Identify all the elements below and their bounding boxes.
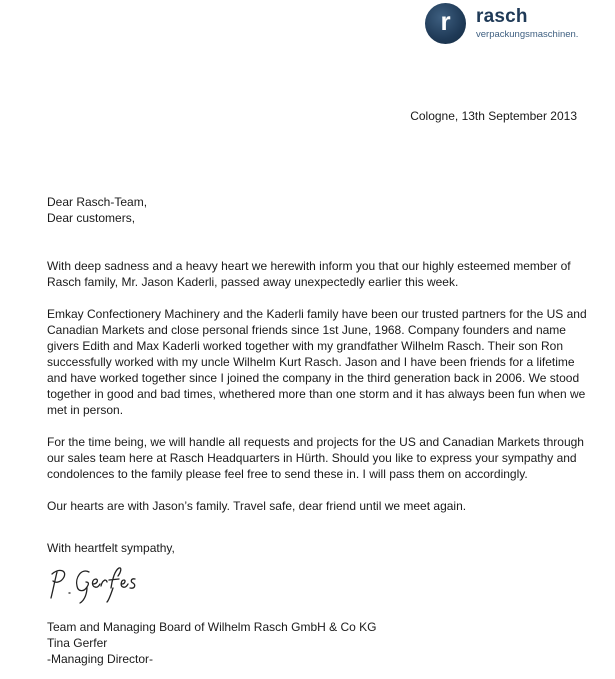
letter-body <box>47 194 587 530</box>
paragraph: For the time being, we will handle all requests and projects for the US and Canadian Markets through our sales team here at Rasch Headquarters in Hürth. Should you like to express your sympathy and condolences to the family please feel free to send these in. I will pass them on accordingly. <box>47 435 584 481</box>
handwritten-signature <box>45 562 140 606</box>
footer-line: Team and Managing Board of Wilhelm Rasch GmbH & Co KG <box>47 620 377 634</box>
paragraph: With deep sadness and a heavy heart we herewith inform you that our highly esteemed member of Rasch family, Mr. Jason Kaderli, passed away unexpectedly earlier this week. <box>47 259 571 289</box>
salutation-line: Dear Rasch-Team, <box>47 195 148 209</box>
footer-line: Tina Gerfer <box>47 636 108 650</box>
footer-line: -Managing Director- <box>47 652 154 666</box>
logo-name: rasch <box>476 6 528 27</box>
logo-letter: r <box>440 6 451 36</box>
signature-block <box>47 619 376 667</box>
salutation-line: Dear customers, <box>47 211 136 225</box>
closing-line: With heartfelt sympathy, <box>47 541 175 555</box>
paragraph: Emkay Confectionery Machinery and the Kaderli family have been our trusted partners for the US and Canadian Markets and close personal friends since 1st June, 1968. Company founders and name givers Edith and Max Kaderli worked together with my grandfather Wilhelm Rasch. Their son Ron successfully worked with my uncle Wilhelm Kurt Rasch. Jason and I have been friends for a lifetime and have worked together since I joined the company in the third generation back in 2006. We stood together in good and bad times, whethered more than one storm and it has always been fun when we met in person. <box>47 307 587 417</box>
company-logo <box>425 3 615 45</box>
salutation <box>47 194 587 226</box>
letter-date: Cologne, 13th September 2013 <box>410 109 577 123</box>
paragraph: Our hearts are with Jason’s family. Travel safe, dear friend until we meet again. <box>47 499 467 513</box>
logo-tagline: verpackungsmaschinen. <box>476 29 579 40</box>
